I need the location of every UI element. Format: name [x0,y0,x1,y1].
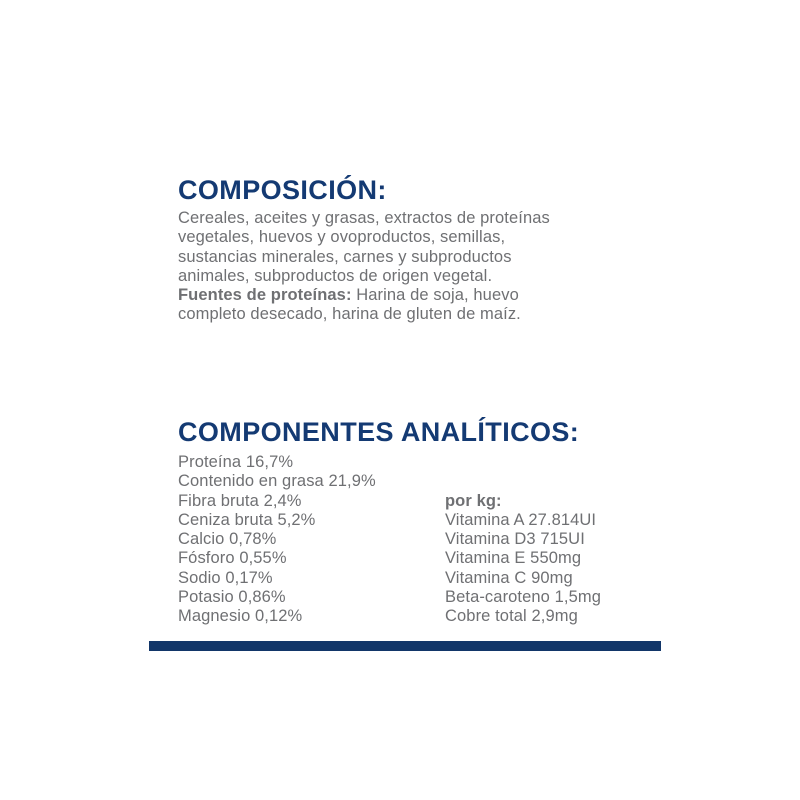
composition-body-line: sustancias minerales, carnes y subproductos [178,247,512,266]
protein-sources-line [178,286,638,305]
per-kg-label: por kg: [445,491,502,510]
protein-sources-line-2: completo desecado, harina de gluten de maíz. [178,305,521,324]
vitamin-item: Vitamina A 27.814UI [445,510,597,529]
nutrient-item: Potasio 0,86% [178,588,286,607]
nutrient-item: Calcio 0,78% [178,530,277,549]
vitamin-item: Vitamina E 550mg [445,549,582,568]
analytical-right-column [445,492,601,627]
vitamin-item: Vitamina C 90mg [445,568,573,587]
composition-body-lines [178,209,638,286]
protein-sources-text: Harina de soja, huevo [351,286,519,305]
composition-body-line: animales, subproductos de origen vegetal. [178,266,493,285]
vitamin-item: Vitamina D3 715UI [445,530,585,549]
analytical-left-column [178,453,376,627]
protein-sources-label: Fuentes de proteínas: [178,286,352,305]
nutrient-item: Ceniza bruta 5,2% [178,510,316,529]
analytical-components-heading: COMPONENTES ANALÍTICOS: [178,417,580,447]
composition-body-line: Cereales, aceites y grasas, extractos de proteínas [178,209,550,227]
nutrient-item: Proteína 16,7% [178,453,294,471]
vitamin-list [445,511,601,627]
divider-bar [149,641,661,651]
vitamin-item: Beta-caroteno 1,5mg [445,588,601,607]
nutrient-item: Contenido en grasa 21,9% [178,472,376,491]
nutrient-item: Sodio 0,17% [178,568,273,587]
nutrient-item: Magnesio 0,12% [178,607,303,626]
nutrient-item: Fósforo 0,55% [178,549,287,568]
composition-body-line: vegetales, huevos y ovoproductos, semillas, [178,228,506,247]
nutrient-item: Fibra bruta 2,4% [178,491,302,510]
composition-heading: COMPOSICIÓN: [178,175,387,205]
vitamin-item: Cobre total 2,9mg [445,607,578,626]
composition-body [178,209,638,325]
